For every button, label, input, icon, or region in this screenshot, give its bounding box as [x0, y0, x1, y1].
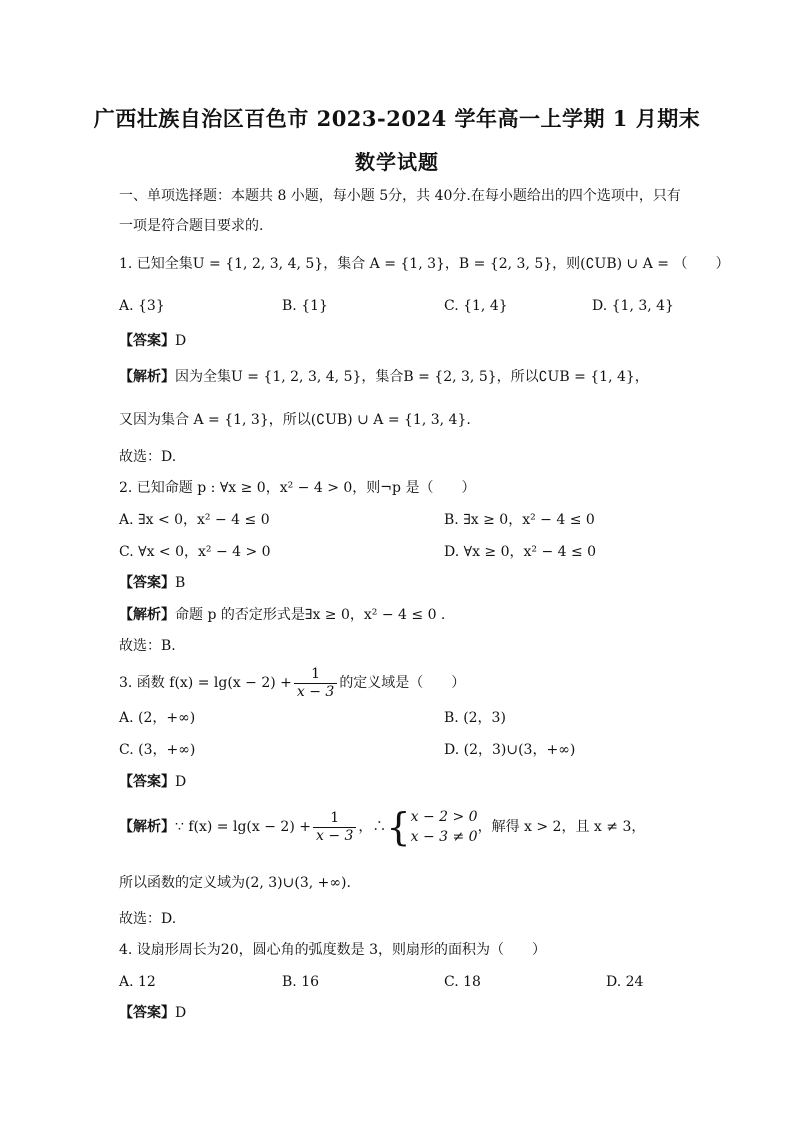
q3-analysis-prefix: ∵ f(x) = lg(x − 2) +	[175, 819, 311, 835]
left-brace-icon: {	[386, 805, 411, 849]
q2-option-d: D. ∀x ≥ 0，x² − 4 ≤ 0	[444, 544, 597, 560]
q3-analysis-fraction	[313, 810, 356, 845]
q3-option-a: A. (2，+∞)	[119, 710, 196, 726]
q4-answer	[119, 1003, 186, 1023]
q3-answer-value: D	[175, 774, 187, 790]
q3-option-d: D. (2，3)∪(3，+∞)	[444, 742, 576, 758]
q4-option-b: B. 16	[282, 974, 320, 990]
q2-option-a: A. ∃x < 0，x² − 4 ≤ 0	[119, 512, 270, 528]
q2-answer	[119, 573, 185, 593]
q3-system-row-2: x − 3 ≠ 0	[410, 829, 478, 845]
q3-stem-suffix: 的定义域是（ ）	[339, 675, 466, 691]
q3-analysis-line-2: 所以函数的定义域为(2, 3)∪(3, +∞).	[119, 875, 351, 891]
analysis-tag: 【解析】	[119, 607, 175, 623]
q2-conclusion: 故选：B.	[119, 638, 176, 654]
q4-option-d: D. 24	[606, 974, 644, 990]
q2-option-c: C. ∀x < 0，x² − 4 > 0	[119, 544, 271, 560]
q3-analysis-fraction-numerator: 1	[313, 810, 356, 828]
q3-option-c: C. (3，+∞)	[119, 742, 196, 758]
q2-stem: 2. 已知命题 p : ∀x ≥ 0，x² − 4 > 0，则¬p 是（ ）	[119, 480, 476, 496]
q1-option-d: D. {1, 3, 4}	[592, 298, 674, 314]
q2-analysis-text: 命题 p 的否定形式是∃x ≥ 0，x² − 4 ≤ 0 .	[175, 607, 446, 623]
q1-stem: 1. 已知全集U = {1, 2, 3, 4, 5}，集合 A = {1, 3}，B = {2, 3, 5}，则(∁UB) ∪ A = （ ）	[119, 256, 730, 272]
answer-tag: 【答案】	[119, 575, 175, 591]
q4-option-a: A. 12	[119, 974, 156, 990]
q1-option-b: B. {1}	[282, 298, 328, 314]
q3-stem-prefix: 3. 函数 f(x) = lg(x − 2) +	[119, 675, 292, 691]
q3-analysis-fraction-denominator: x − 3	[315, 827, 354, 844]
q3-fraction-numerator: 1	[294, 666, 337, 684]
q3-analysis-therefore: ，∴	[358, 819, 387, 835]
q1-conclusion: 故选：D.	[119, 449, 177, 465]
q4-option-c: C. 18	[444, 974, 481, 990]
answer-tag: 【答案】	[119, 333, 175, 349]
q3-inequality-system	[386, 805, 477, 849]
q1-analysis-line-1	[119, 367, 649, 387]
analysis-tag: 【解析】	[119, 369, 175, 385]
q3-option-b: B. (2，3)	[444, 710, 506, 726]
q1-option-a: A. {3}	[119, 298, 165, 314]
analysis-tag: 【解析】	[119, 819, 175, 835]
q2-answer-value: B	[175, 575, 186, 591]
answer-tag: 【答案】	[119, 1005, 175, 1021]
q1-answer-value: D	[175, 333, 187, 349]
q3-answer	[119, 772, 186, 792]
q1-analysis-line-2: 又因为集合 A = {1, 3}，所以(∁UB) ∪ A = {1, 3, 4}.	[119, 412, 471, 428]
section-instruction-line-1: 一、单项选择题：本题共 8 小题，每小题 5分，共 40分.在每小题给出的四个选项中，只有	[119, 188, 681, 204]
q3-stem	[119, 664, 465, 702]
document-title: 广西壮族自治区百色市 2023-2024 学年高一上学期 1 月期末	[93, 106, 701, 131]
q3-conclusion: 故选：D.	[119, 911, 177, 927]
q3-fraction	[294, 666, 337, 701]
section-instruction-line-2: 一项是符合题目要求的.	[119, 218, 264, 234]
q4-answer-value: D	[175, 1005, 187, 1021]
q3-analysis-suffix: ，解得 x > 2，且 x ≠ 3，	[477, 819, 646, 835]
q1-analysis-text-1: 因为全集U = {1, 2, 3, 4, 5}，集合B = {2, 3, 5}，所以∁UB = {1, 4}，	[175, 369, 649, 385]
q2-option-b: B. ∃x ≥ 0，x² − 4 ≤ 0	[444, 512, 595, 528]
q3-fraction-denominator: x − 3	[296, 683, 335, 700]
q4-stem: 4. 设扇形周长为20，圆心角的弧度数是 3，则扇形的面积为（ ）	[119, 942, 546, 958]
q1-answer	[119, 331, 186, 351]
q3-system-row-1: x − 2 > 0	[410, 809, 478, 825]
answer-tag: 【答案】	[119, 774, 175, 790]
q1-option-c: C. {1, 4}	[444, 298, 508, 314]
q2-analysis	[119, 605, 445, 625]
document-subtitle: 数学试题	[355, 150, 439, 174]
q3-analysis-line-1	[119, 805, 645, 849]
